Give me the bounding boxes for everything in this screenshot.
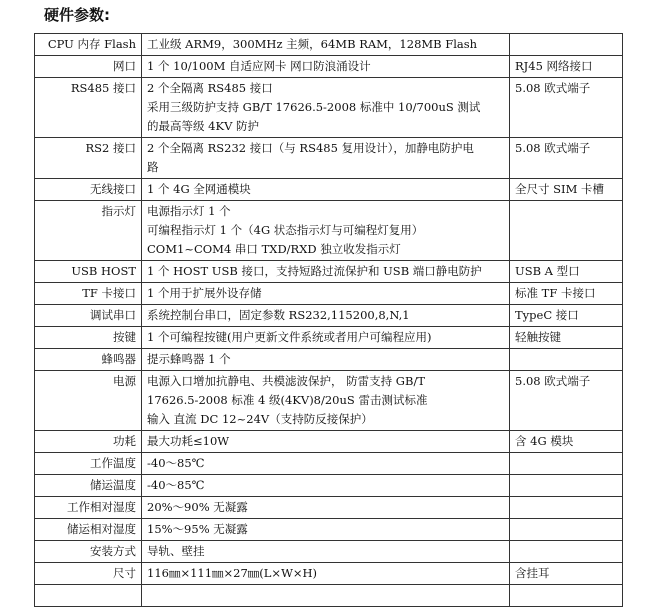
spec-label: RS485 接口 — [35, 78, 142, 138]
spec-row — [35, 349, 623, 371]
spec-label: 尺寸 — [35, 563, 142, 585]
spec-interface: 5.08 欧式端子 — [510, 78, 623, 138]
spec-value-line: 15%～95% 无凝露 — [147, 522, 248, 536]
spec-row — [35, 371, 623, 431]
spec-value — [142, 519, 510, 541]
spec-interface: 含 4G 模块 — [510, 431, 623, 453]
spec-value-line: 2 个全隔离 RS232 接口（与 RS485 复用设计），加静电防护电 — [147, 141, 474, 155]
spec-interface: 轻触按键 — [510, 327, 623, 349]
spec-row — [35, 34, 623, 56]
spec-row — [35, 541, 623, 563]
spec-interface: RJ45 网络接口 — [510, 56, 623, 78]
spec-row — [35, 453, 623, 475]
spec-value — [142, 305, 510, 327]
spec-value-line: 输入 直流 DC 12~24V（支持防反接保护） — [147, 412, 373, 426]
spec-value-line: -40～85℃ — [147, 478, 205, 492]
hardware-spec-table — [34, 33, 623, 607]
spec-value — [142, 497, 510, 519]
spec-interface — [510, 453, 623, 475]
spec-row — [35, 56, 623, 78]
spec-value — [142, 56, 510, 78]
spec-value — [142, 563, 510, 585]
spec-value-line: 采用三级防护支持 GB/T 17626.5-2008 标准中 10/700uS 测试 — [147, 100, 481, 114]
spec-row — [35, 201, 623, 261]
empty-cell — [142, 585, 510, 607]
spec-interface — [510, 497, 623, 519]
spec-label: 储运相对湿度 — [35, 519, 142, 541]
spec-interface — [510, 519, 623, 541]
spec-value-line: 116㎜×111㎜×27㎜(L×W×H) — [147, 566, 318, 580]
spec-label: 调试串口 — [35, 305, 142, 327]
spec-value — [142, 179, 510, 201]
spec-row-empty — [35, 585, 623, 607]
spec-interface: TypeC 接口 — [510, 305, 623, 327]
spec-value — [142, 475, 510, 497]
spec-label: 网口 — [35, 56, 142, 78]
spec-label: 工作相对湿度 — [35, 497, 142, 519]
spec-label: 储运温度 — [35, 475, 142, 497]
spec-value-line: 1 个可编程按键(用户更新文件系统或者用户可编程应用) — [147, 330, 432, 344]
spec-row — [35, 283, 623, 305]
spec-value-line: 1 个 4G 全网通模块 — [147, 182, 251, 196]
spec-value-line: 工业级 ARM9，300MHz 主频，64MB RAM，128MB Flash — [147, 37, 478, 51]
spec-label: 工作温度 — [35, 453, 142, 475]
spec-row — [35, 497, 623, 519]
spec-value — [142, 201, 510, 261]
empty-cell — [510, 585, 623, 607]
spec-value-line: 路 — [147, 160, 159, 174]
spec-value-line: 提示蜂鸣器 1 个 — [147, 352, 231, 366]
spec-table-body — [35, 34, 623, 607]
spec-value-line: 1 个 10/100M 自适应网卡 网口防浪涌设计 — [147, 59, 371, 73]
spec-value-line: 电源入口增加抗静电、共模滤波保护， 防雷支持 GB/T — [147, 374, 425, 388]
spec-row — [35, 138, 623, 179]
spec-value — [142, 431, 510, 453]
page-heading: 硬件参数: — [44, 6, 110, 24]
spec-value — [142, 261, 510, 283]
spec-row — [35, 519, 623, 541]
spec-value — [142, 453, 510, 475]
spec-value-line: 系统控制台串口，固定参数 RS232,115200,8,N,1 — [147, 308, 410, 322]
spec-value-line: 17626.5-2008 标准 4 级(4KV)8/20uS 雷击测试标准 — [147, 393, 428, 407]
spec-value — [142, 138, 510, 179]
spec-label: 按键 — [35, 327, 142, 349]
spec-value — [142, 327, 510, 349]
empty-cell — [35, 585, 142, 607]
spec-label: 蜂鸣器 — [35, 349, 142, 371]
spec-label: RS2 接口 — [35, 138, 142, 179]
spec-row — [35, 431, 623, 453]
spec-row — [35, 78, 623, 138]
spec-row — [35, 305, 623, 327]
spec-row — [35, 563, 623, 585]
spec-value — [142, 283, 510, 305]
spec-value-line: 20%～90% 无凝露 — [147, 500, 248, 514]
spec-interface: 5.08 欧式端子 — [510, 371, 623, 431]
spec-value-line: 2 个全隔离 RS485 接口 — [147, 81, 273, 95]
spec-interface: 5.08 欧式端子 — [510, 138, 623, 179]
spec-value-line: 的最高等级 4KV 防护 — [147, 119, 260, 133]
spec-label: 安装方式 — [35, 541, 142, 563]
spec-row — [35, 327, 623, 349]
spec-label: USB HOST — [35, 261, 142, 283]
spec-label: 指示灯 — [35, 201, 142, 261]
spec-interface — [510, 34, 623, 56]
spec-interface — [510, 541, 623, 563]
spec-value-line: -40～85℃ — [147, 456, 205, 470]
spec-label: 电源 — [35, 371, 142, 431]
spec-value-line: COM1~COM4 串口 TXD/RXD 独立收发指示灯 — [147, 242, 401, 256]
spec-interface — [510, 349, 623, 371]
spec-value — [142, 349, 510, 371]
spec-value-line: 1 个用于扩展外设存储 — [147, 286, 262, 300]
spec-interface — [510, 475, 623, 497]
spec-label: CPU 内存 Flash — [35, 34, 142, 56]
spec-interface — [510, 201, 623, 261]
spec-value — [142, 34, 510, 56]
spec-interface: USB A 型口 — [510, 261, 623, 283]
spec-value — [142, 371, 510, 431]
spec-interface: 标准 TF 卡接口 — [510, 283, 623, 305]
spec-label: 功耗 — [35, 431, 142, 453]
spec-value-line: 可编程指示灯 1 个（4G 状态指示灯与可编程灯复用） — [147, 223, 424, 237]
spec-label: TF 卡接口 — [35, 283, 142, 305]
spec-row — [35, 261, 623, 283]
spec-value-line: 导轨、壁挂 — [147, 544, 205, 558]
spec-value — [142, 541, 510, 563]
spec-label: 无线接口 — [35, 179, 142, 201]
spec-value-line: 电源指示灯 1 个 — [147, 204, 231, 218]
spec-interface: 含挂耳 — [510, 563, 623, 585]
spec-value-line: 1 个 HOST USB 接口，支持短路过流保护和 USB 端口静电防护 — [147, 264, 482, 278]
spec-value-line: 最大功耗≤10W — [147, 434, 230, 448]
spec-row — [35, 475, 623, 497]
spec-row — [35, 179, 623, 201]
spec-value — [142, 78, 510, 138]
spec-interface: 全尺寸 SIM 卡槽 — [510, 179, 623, 201]
